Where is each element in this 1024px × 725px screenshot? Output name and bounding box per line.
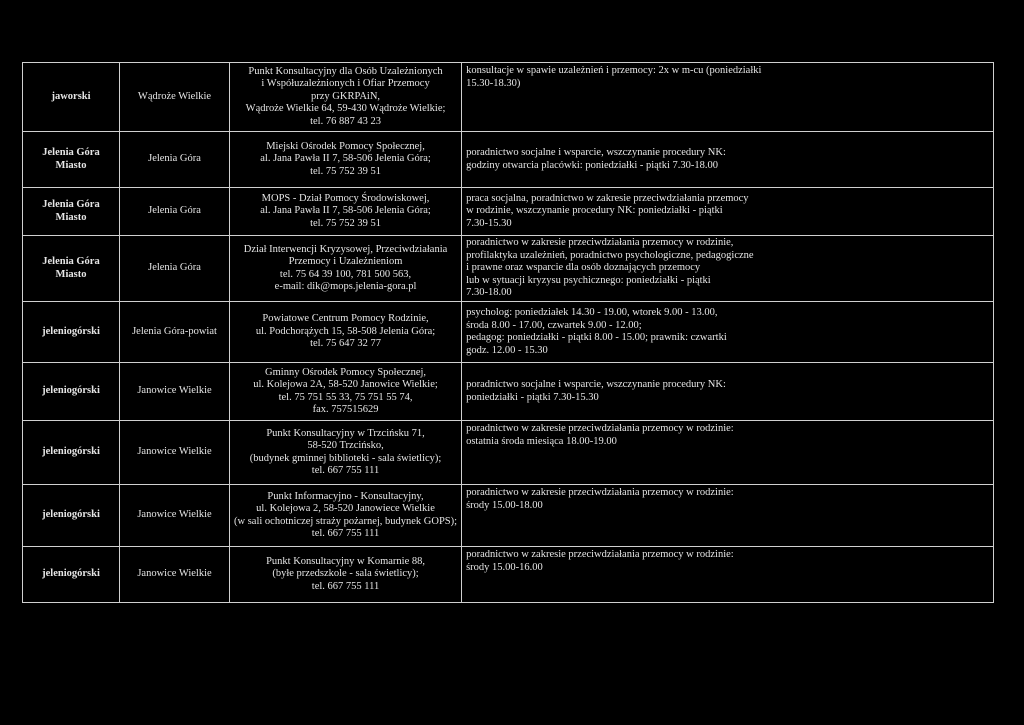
hours-line: lub w sytuacji kryzysu psychicznego: poniedziałki - piątki (466, 274, 711, 286)
address-line: Punkt Konsultacyjny w Komarnie 88, (266, 555, 426, 567)
hours-line: poradnictwo socjalne i wsparcie, wszczynanie procedury NK: (466, 379, 726, 390)
hours-line: środy 15.00-16.00 (466, 561, 543, 573)
region-cell: jaworski (23, 63, 120, 132)
address-cell (230, 421, 462, 485)
table-row (23, 421, 994, 485)
address-line: Powiatowe Centrum Pomocy Rodzinie, (262, 313, 429, 325)
address-line: Gminny Ośrodek Pomocy Społecznej, (265, 366, 427, 378)
hours-line: 15.30-18.30) (466, 77, 521, 89)
address-cell (230, 485, 462, 547)
address-line: tel. 75 751 55 33, 75 751 55 74, (278, 391, 413, 403)
address-line: tel. 667 755 111 (311, 465, 380, 476)
hours-line: środa 8.00 - 17.00, czwartek 9.00 - 12.00; (466, 319, 642, 331)
region-cell: jeleniogórski (23, 302, 120, 363)
hours-cell (462, 188, 994, 236)
address-line: Przemocy i Uzależnieniom (288, 256, 403, 267)
address-cell (230, 363, 462, 421)
hours-cell (462, 63, 994, 132)
address-cell (230, 188, 462, 236)
hours-line: ostatnia środa miesiąca 18.00-19.00 (466, 435, 617, 447)
hours-line: poradnictwo w zakresie przeciwdziałania przemocy w rodzinie, (466, 237, 734, 249)
hours-line: psycholog: poniedziałek 14.30 - 19.00, wtorek 9.00 - 13.00, (466, 307, 718, 318)
table-row (23, 188, 994, 236)
hours-line: poradnictwo socjalne i wsparcie, wszczynanie procedury NK: (466, 147, 726, 158)
town-cell: Janowice Wielkie (120, 363, 230, 421)
table-row (23, 547, 994, 603)
hours-line: poradnictwo w zakresie przeciwdziałania przemocy w rodzinie: (466, 487, 734, 498)
address-line: al. Jana Pawła II 7, 58-506 Jelenia Góra; (260, 153, 431, 165)
table-row (23, 363, 994, 421)
address-cell (230, 236, 462, 302)
table-row (23, 485, 994, 547)
table-row (23, 302, 994, 363)
town-cell: Jelenia Góra (120, 188, 230, 236)
hours-line: godziny otwarcia placówki: poniedziałki - piątki 7.30-18.00 (466, 159, 719, 171)
table-row (23, 132, 994, 188)
address-line: tel. 667 755 111 (311, 580, 380, 592)
hours-line: konsultacje w spawie uzależnień i przemocy: 2x w m-cu (poniedziałki (466, 65, 762, 76)
address-cell (230, 302, 462, 363)
address-line: Wądroże Wielkie 64, 59-430 Wądroże Wielkie; (245, 103, 446, 115)
address-line: tel. 667 755 111 (311, 528, 380, 539)
address-line: ul. Kolejowa 2A, 58-520 Janowice Wielkie; (253, 379, 438, 390)
address-line: tel. 75 752 39 51 (310, 165, 381, 177)
hours-cell (462, 132, 994, 188)
address-cell (230, 132, 462, 188)
region-cell: jeleniogórski (23, 485, 120, 547)
address-line: al. Jana Pawła II 7, 58-506 Jelenia Góra; (260, 205, 431, 217)
table-row (23, 63, 994, 132)
hours-line: pedagog: poniedziałki - piątki 8.00 - 15.00; prawnik: czwartki (466, 332, 727, 343)
hours-cell (462, 236, 994, 302)
address-line: Punkt Konsultacyjny w Trzcińsku 71, (266, 427, 425, 439)
address-line: Punkt Konsultacyjny dla Osób Uzależnionych (248, 65, 443, 77)
address-line: ul. Podchorążych 15, 58-508 Jelenia Góra; (255, 325, 436, 337)
table-row (23, 236, 994, 302)
address-line: przy GKRPAiN, (311, 90, 381, 102)
address-line: e-mail: dik@mops.jelenia-gora.pl (274, 281, 417, 292)
region-cell: jeleniogórski (23, 363, 120, 421)
address-cell (230, 547, 462, 603)
institutions-table (22, 62, 994, 603)
address-line: Dział Interwencji Kryzysowej, Przeciwdziałania (243, 243, 448, 255)
town-cell: Wądroże Wielkie (120, 63, 230, 132)
town-cell: Jelenia Góra (120, 132, 230, 188)
region-cell: Jelenia Góra Miasto (23, 132, 120, 188)
town-cell: Janowice Wielkie (120, 421, 230, 485)
town-cell: Janowice Wielkie (120, 547, 230, 603)
region-cell: Jelenia Góra Miasto (23, 236, 120, 302)
address-line: tel. 75 64 39 100, 781 500 563, (279, 268, 412, 280)
region-cell: Jelenia Góra Miasto (23, 188, 120, 236)
address-line: (w sali ochotniczej straży pożarnej, budynek GOPS); (234, 515, 458, 527)
hours-line: poradnictwo w zakresie przeciwdziałania przemocy w rodzinie: (466, 549, 734, 560)
address-line: i Współuzależnionych i Ofiar Przemocy (261, 78, 430, 90)
address-line: Punkt Informacyjno - Konsultacyjny, (267, 490, 424, 502)
hours-line: poniedziałki - piątki 7.30-15.30 (466, 391, 599, 403)
address-line: tel. 76 887 43 23 (310, 115, 381, 127)
hours-line: poradnictwo w zakresie przeciwdziałania przemocy w rodzinie: (466, 423, 734, 434)
hours-line: 7.30-15.30 (466, 217, 512, 229)
address-line: 58-520 Trzcińsko, (307, 440, 384, 451)
hours-line: i prawne oraz wsparcie dla osób doznających przemocy (466, 262, 701, 274)
hours-line: praca socjalna, poradnictwo w zakresie przeciwdziałania przemocy (466, 192, 749, 204)
address-line: MOPS - Dział Pomocy Środowiskowej, (261, 192, 430, 204)
address-line: (budynek gminnej biblioteki - sala świetlicy); (249, 452, 442, 464)
address-line: ul. Kolejowa 2, 58-520 Janowiece Wielkie (256, 503, 435, 514)
hours-cell (462, 485, 994, 547)
region-cell: jeleniogórski (23, 421, 120, 485)
address-line: (byłe przedszkole - sala świetlicy); (272, 568, 419, 580)
hours-line: środy 15.00-18.00 (466, 499, 543, 511)
hours-line: profilaktyka uzależnień, poradnictwo psychologiczne, pedagogiczne (466, 249, 754, 261)
town-cell: Jelenia Góra-powiat (120, 302, 230, 363)
hours-cell (462, 302, 994, 363)
hours-line: w rodzinie, wszczynanie procedury NK: poniedziałki - piątki (466, 205, 723, 217)
address-line: tel. 75 647 32 77 (310, 338, 381, 350)
region-cell: jeleniogórski (23, 547, 120, 603)
hours-cell (462, 363, 994, 421)
hours-line: 7.30-18.00 (466, 287, 512, 299)
hours-line: godz. 12.00 - 15.30 (466, 344, 548, 356)
address-line: tel. 75 752 39 51 (310, 217, 381, 229)
hours-cell (462, 421, 994, 485)
address-cell (230, 63, 462, 132)
hours-cell (462, 547, 994, 603)
table-body (23, 63, 994, 603)
town-cell: Janowice Wielkie (120, 485, 230, 547)
address-line: fax. 757515629 (312, 404, 379, 415)
address-line: Miejski Ośrodek Pomocy Społecznej, (266, 140, 425, 152)
town-cell: Jelenia Góra (120, 236, 230, 302)
